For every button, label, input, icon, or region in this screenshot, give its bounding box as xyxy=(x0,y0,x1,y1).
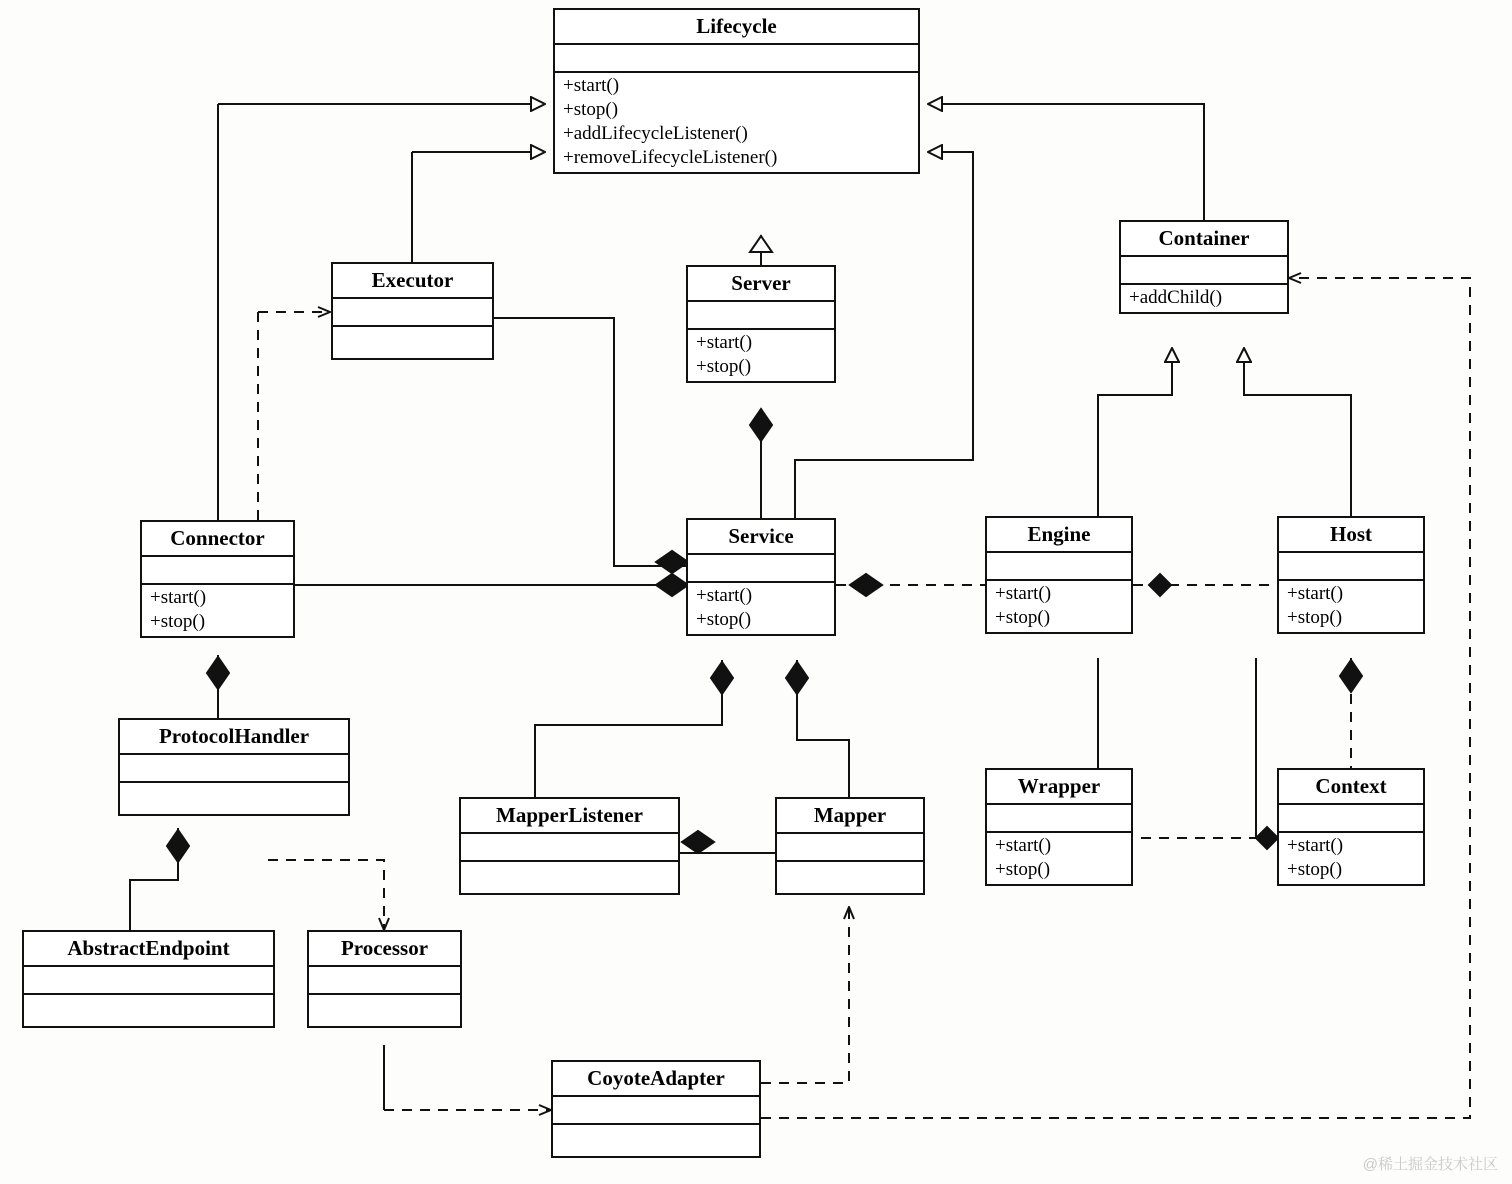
operation: +addLifecycleListener() xyxy=(563,123,748,145)
operation: +removeLifecycleListener() xyxy=(563,147,778,169)
class-coyoteadapter[interactable] xyxy=(551,1060,761,1158)
class-title: Container xyxy=(1121,222,1287,257)
class-attributes xyxy=(120,755,348,783)
operation: +start() xyxy=(696,585,753,607)
class-mapper[interactable] xyxy=(775,797,925,895)
class-attributes xyxy=(553,1097,759,1125)
class-attributes xyxy=(777,834,923,862)
class-title: Service xyxy=(688,520,834,555)
class-attributes xyxy=(309,967,460,995)
class-attributes xyxy=(333,299,492,327)
operation: +start() xyxy=(1287,583,1344,605)
watermark: @稀土掘金技术社区 xyxy=(1362,1156,1498,1173)
operation: +stop() xyxy=(150,611,206,633)
class-attributes xyxy=(24,967,273,995)
class-operations xyxy=(555,73,918,172)
class-operations xyxy=(1279,833,1423,884)
class-container[interactable] xyxy=(1119,220,1289,314)
class-attributes xyxy=(688,555,834,583)
class-title: AbstractEndpoint xyxy=(24,932,273,967)
class-attributes xyxy=(461,834,678,862)
class-context[interactable] xyxy=(1277,768,1425,886)
class-executor[interactable] xyxy=(331,262,494,360)
class-server[interactable] xyxy=(686,265,836,383)
class-title: CoyoteAdapter xyxy=(553,1062,759,1097)
class-operations xyxy=(688,330,834,381)
operation: +start() xyxy=(696,332,753,354)
class-title: Server xyxy=(688,267,834,302)
operation: +stop() xyxy=(995,607,1051,629)
class-connector[interactable] xyxy=(140,520,295,638)
class-operations xyxy=(1279,581,1423,632)
class-operations xyxy=(987,833,1131,884)
operation: +start() xyxy=(995,583,1052,605)
operation: +stop() xyxy=(696,609,752,631)
operation: +addChild() xyxy=(1129,287,1223,309)
operation: +start() xyxy=(1287,835,1344,857)
class-title: Lifecycle xyxy=(555,10,918,45)
operation: +stop() xyxy=(563,99,619,121)
class-operations xyxy=(688,583,834,634)
class-attributes xyxy=(688,302,834,330)
class-title: Wrapper xyxy=(987,770,1131,805)
class-title: Mapper xyxy=(777,799,923,834)
class-attributes xyxy=(987,805,1131,833)
operation: +start() xyxy=(995,835,1052,857)
operation: +start() xyxy=(563,75,620,97)
operation: +start() xyxy=(150,587,207,609)
class-operations xyxy=(333,327,492,358)
class-wrapper[interactable] xyxy=(985,768,1133,886)
class-host[interactable] xyxy=(1277,516,1425,634)
class-operations xyxy=(120,783,348,814)
class-operations xyxy=(553,1125,759,1156)
class-operations xyxy=(24,995,273,1026)
class-attributes xyxy=(142,557,293,585)
class-attributes xyxy=(555,45,918,73)
operation: +stop() xyxy=(1287,859,1343,881)
class-protocolhandler[interactable] xyxy=(118,718,350,816)
class-attributes xyxy=(987,553,1131,581)
class-attributes xyxy=(1121,257,1287,285)
class-title: Context xyxy=(1279,770,1423,805)
class-operations xyxy=(142,585,293,636)
class-title: Connector xyxy=(142,522,293,557)
class-title: Host xyxy=(1279,518,1423,553)
class-title: Processor xyxy=(309,932,460,967)
class-title: MapperListener xyxy=(461,799,678,834)
class-title: ProtocolHandler xyxy=(120,720,348,755)
class-attributes xyxy=(1279,805,1423,833)
class-title: Executor xyxy=(333,264,492,299)
operation: +stop() xyxy=(1287,607,1343,629)
class-operations xyxy=(461,862,678,893)
class-lifecycle[interactable] xyxy=(553,8,920,174)
class-processor[interactable] xyxy=(307,930,462,1028)
class-operations xyxy=(1121,285,1287,312)
class-title: Engine xyxy=(987,518,1131,553)
operation: +stop() xyxy=(995,859,1051,881)
class-operations xyxy=(777,862,923,893)
class-attributes xyxy=(1279,553,1423,581)
class-operations xyxy=(987,581,1131,632)
class-service[interactable] xyxy=(686,518,836,636)
class-operations xyxy=(309,995,460,1026)
class-mapperlistener[interactable] xyxy=(459,797,680,895)
operation: +stop() xyxy=(696,356,752,378)
class-abstractendpoint[interactable] xyxy=(22,930,275,1028)
class-engine[interactable] xyxy=(985,516,1133,634)
